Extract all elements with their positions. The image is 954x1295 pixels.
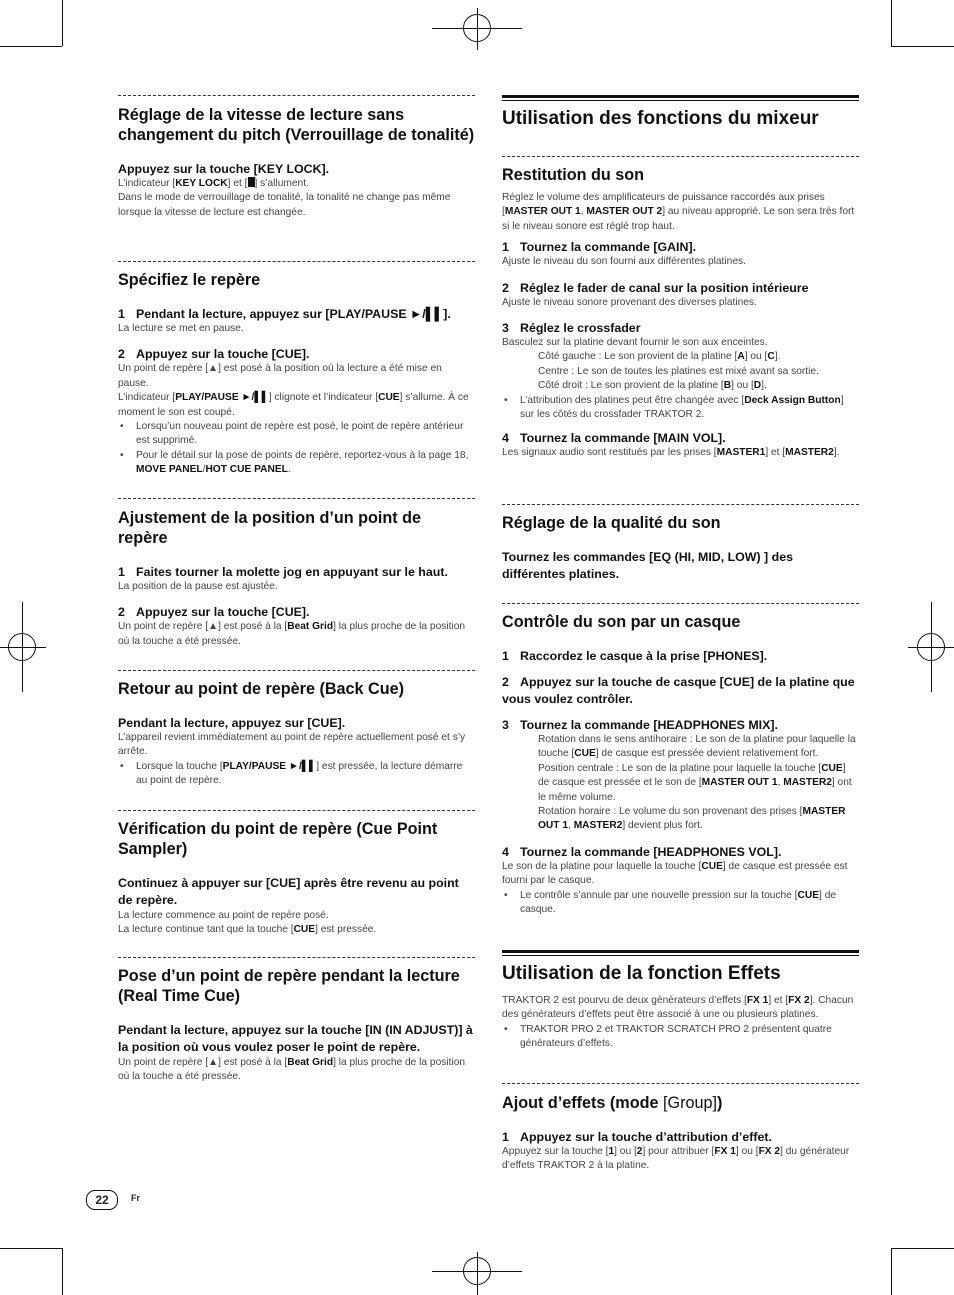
section-cue bbox=[118, 261, 475, 478]
body-text: Le son de la platine pour laquelle la touche [CUE] de casque est pressée est fourni par le casque. bbox=[502, 860, 848, 887]
body-text: Centre : Le son de toutes les platines est mixé avant sa sortie. bbox=[538, 365, 819, 377]
step: Tournez les commandes [EQ (HI, MID, LOW) ] des différentes platines. bbox=[502, 550, 793, 581]
page-number: 22 bbox=[86, 1190, 118, 1210]
section-effects bbox=[502, 950, 859, 1052]
section-sound-quality bbox=[502, 504, 859, 583]
step: 3 Réglez le crossfader bbox=[502, 321, 641, 336]
indicator-icon bbox=[248, 177, 255, 187]
body-text: Rotation dans le sens antihoraire : Le son de la platine pour laquelle la touche [CUE] de casque est pressée devient relativement fort. bbox=[538, 734, 856, 760]
body-text: Les signaux audio sont restitués par les prises [MASTER1] et [MASTER2]. bbox=[502, 447, 840, 459]
step: Pendant la lecture, appuyez sur [CUE]. bbox=[118, 716, 346, 730]
body-text: La lecture continue tant que la touche [CUE] est pressée. bbox=[118, 924, 377, 936]
step: Continuez à appuyer sur [CUE] après être revenu au point de repère. bbox=[118, 876, 459, 907]
crop-mark bbox=[0, 1248, 62, 1249]
chapter-rule bbox=[502, 95, 859, 101]
section-title: Réglage de la qualité du son bbox=[502, 514, 721, 532]
registration-mark bbox=[917, 633, 945, 661]
registration-mark bbox=[8, 633, 36, 661]
body-text: Un point de repère [▲] est posé à la [Beat Grid] la plus proche de la position où la touche a été pressée. bbox=[118, 621, 466, 647]
bullet-item: • Pour le détail sur la pose de points de repère, reportez-vous à la page 18, MOVE PANEL/HOT CUE PANEL. bbox=[118, 449, 475, 478]
body-text: Position centrale : Le son de la platine pour laquelle la touche [CUE] de casque est pressée et le son de [MASTER OUT 1, MASTER2] ont le même volume. bbox=[538, 762, 852, 803]
step: 3 Tournez la commande [HEADPHONES MIX]. bbox=[502, 718, 778, 732]
section-headphones bbox=[502, 603, 859, 917]
section-title: Restitution du son bbox=[502, 166, 645, 184]
registration-mark bbox=[463, 14, 491, 42]
body-text: Appuyez sur la touche [1] ou [2] pour attribuer [FX 1] ou [FX 2] du générateur d’effets TRAKTOR 2 à la platine. bbox=[502, 1146, 850, 1172]
section-title: Contrôle du son par un casque bbox=[502, 613, 741, 631]
body-text: L’appareil revient immédiatement au point de repère actuellement posé et s’y arrête. bbox=[118, 732, 466, 758]
language-label: Fr bbox=[131, 1193, 140, 1203]
step: 2 Réglez le fader de canal sur la position intérieure bbox=[502, 280, 809, 295]
body-text: La position de la pause est ajustée. bbox=[118, 581, 278, 592]
body-text: Rotation horaire : Le volume du son provenant des prises [MASTER OUT 1, MASTER2] devient plus fort. bbox=[538, 806, 846, 832]
body-text: Basculez sur la platine devant fournir le son aux enceintes. bbox=[502, 337, 768, 349]
section-divider bbox=[118, 670, 475, 671]
bullet-item: • Lorsque la touche [PLAY/PAUSE ►/▌▌] est pressée, la lecture démarre au point de repère. bbox=[118, 760, 475, 789]
section-divider bbox=[118, 957, 475, 958]
body-text: Côté droit : Le son provient de la platine [B] ou [D]. bbox=[538, 380, 767, 392]
section-title: Réglage de la vitesse de lecture sans changement du pitch (Verrouillage de tonalité) bbox=[118, 106, 475, 144]
section-real-time-cue bbox=[118, 957, 475, 1085]
section-sound-output bbox=[502, 156, 859, 461]
section-divider bbox=[118, 810, 475, 811]
step: Appuyez sur la touche [KEY LOCK]. bbox=[118, 162, 330, 176]
section-title: Vérification du point de repère (Cue Point Sampler) bbox=[118, 820, 438, 858]
section-cue-sampler bbox=[118, 810, 475, 938]
step: 4 Tournez la commande [HEADPHONES VOL]. bbox=[502, 844, 782, 859]
section-divider bbox=[118, 498, 475, 499]
registration-mark bbox=[463, 1257, 491, 1285]
body-text: L’indicateur [PLAY/PAUSE ►/▌▌] clignote et l’indicateur [CUE] s’allume. À ce moment le son est coupé. bbox=[118, 392, 469, 418]
section-title: Ajustement de la position d’un point de repère bbox=[118, 509, 422, 547]
crop-mark bbox=[891, 0, 892, 46]
section-key-lock bbox=[118, 105, 475, 220]
body-text: L’indicateur [KEY LOCK] et [ ] s’allument. bbox=[118, 178, 309, 189]
crop-mark bbox=[62, 1248, 63, 1295]
body-text: Dans le mode de verrouillage de tonalité, la tonalité ne change pas même lorsque la vitesse de lecture est changée. bbox=[118, 192, 451, 218]
section-divider bbox=[118, 261, 475, 262]
body-text: Ajuste le niveau sonore provenant des diverses platines. bbox=[502, 296, 757, 308]
crop-mark bbox=[62, 0, 63, 46]
body-text: Réglez le volume des amplificateurs de puissance raccordés aux prises [MASTER OUT 1, MASTER OUT 2] au niveau approprié. Le son sera très fort si le niveau sonore est réglé trop haut. bbox=[502, 192, 855, 232]
body-text: TRAKTOR 2 est pourvu de deux générateurs d’effets [FX 1] et [FX 2]. Chacun des générateurs d’effets peut être associé à une ou plusieurs platines. bbox=[502, 995, 854, 1021]
section-title: Retour au point de repère (Back Cue) bbox=[118, 680, 405, 698]
body-text: La lecture se met en pause. bbox=[118, 323, 244, 334]
section-title: Spécifiez le repère bbox=[118, 271, 261, 289]
section-add-effects bbox=[502, 1083, 859, 1174]
step: 1 Appuyez sur la touche d’attribution d’effet. bbox=[502, 1130, 772, 1144]
step: 2 Appuyez sur la touche de casque [CUE] de la platine que vous voulez contrôler. bbox=[502, 675, 855, 706]
chapter-title: Utilisation de la fonction Effets bbox=[502, 963, 781, 984]
bullet-item: • L’attribution des platines peut être changée avec [Deck Assign Button] sur les côtés du crossfader TRAKTOR 2. bbox=[502, 394, 859, 423]
step: 2 Appuyez sur la touche [CUE]. bbox=[118, 347, 310, 362]
step: Pendant la lecture, appuyez sur la touche [IN (IN ADJUST)] à la position où vous voulez poser le point de repère. bbox=[118, 1023, 473, 1054]
bullet-item: • Le contrôle s’annule par une nouvelle pression sur la touche [CUE] de casque. bbox=[502, 889, 859, 918]
body-text: Ajuste le niveau du son fourni aux différentes platines. bbox=[502, 256, 746, 268]
crop-mark bbox=[891, 1248, 954, 1249]
section-divider bbox=[502, 1083, 859, 1084]
section-divider bbox=[502, 156, 859, 157]
bullet-item: • TRAKTOR PRO 2 et TRAKTOR SCRATCH PRO 2 présentent quatre générateurs d’effets. bbox=[502, 1023, 859, 1052]
step: 1 Raccordez le casque à la prise [PHONES]. bbox=[502, 649, 768, 663]
section-adjust-cue bbox=[118, 498, 475, 649]
step: 1 Tournez la commande [GAIN]. bbox=[502, 240, 697, 255]
bullet-item: • Lorsqu’un nouveau point de repère est posé, le point de repère antérieur est supprimé. bbox=[118, 420, 475, 449]
chapter-title: Utilisation des fonctions du mixeur bbox=[502, 108, 819, 129]
step: 2 Appuyez sur la touche [CUE]. bbox=[118, 605, 310, 620]
step: 4 Tournez la commande [MAIN VOL]. bbox=[502, 431, 726, 446]
section-back-cue bbox=[118, 670, 475, 789]
section-divider bbox=[502, 504, 859, 505]
body-text: Un point de repère [▲] est posé à la [Beat Grid] la plus proche de la position où la touche a été pressée. bbox=[118, 1057, 466, 1083]
section-mixer bbox=[502, 95, 859, 130]
step: 1 Pendant la lecture, appuyez sur [PLAY/PAUSE ►/▌▌]. bbox=[118, 307, 451, 321]
body-text: Un point de repère [▲] est posé à la position où la lecture a été mise en pause. bbox=[118, 363, 442, 389]
crop-mark bbox=[0, 46, 62, 47]
section-divider bbox=[118, 95, 475, 96]
crop-mark bbox=[891, 46, 954, 47]
crop-mark bbox=[891, 1248, 892, 1295]
body-text: Côté gauche : Le son provient de la platine [A] ou [C]. bbox=[538, 351, 781, 363]
step: 1 Faites tourner la molette jog en appuyant sur le haut. bbox=[118, 565, 448, 579]
section-title: Ajout d’effets (mode [Group]) bbox=[502, 1094, 723, 1112]
section-divider bbox=[502, 603, 859, 604]
section-title: Pose d’un point de repère pendant la lecture (Real Time Cue) bbox=[118, 967, 460, 1005]
body-text: La lecture commence au point de repère posé. bbox=[118, 910, 329, 921]
chapter-rule bbox=[502, 950, 859, 956]
